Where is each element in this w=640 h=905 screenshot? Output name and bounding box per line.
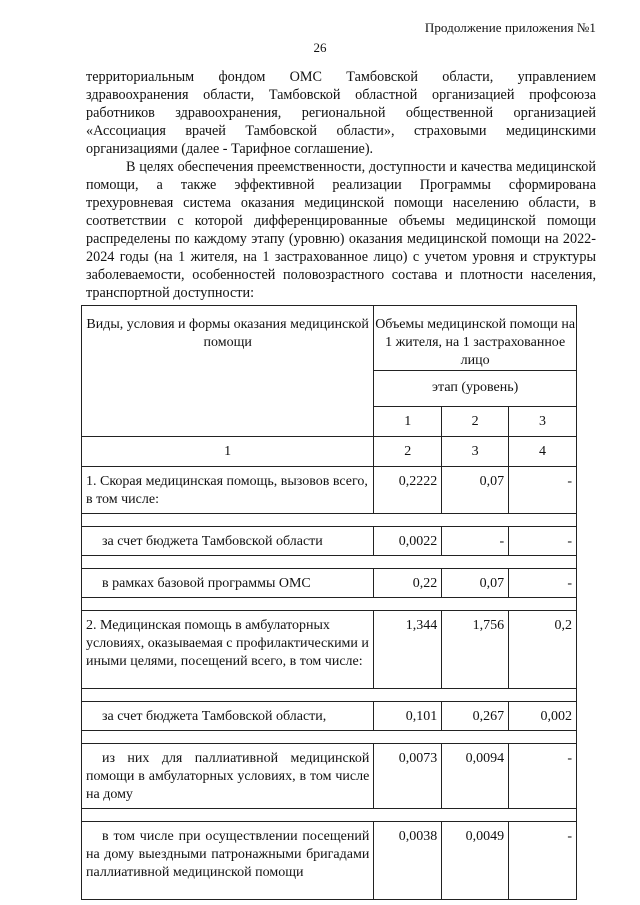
stage-number: 3 [509,407,577,437]
col1-header: Виды, условия и формы оказания медицинской помощи [82,306,374,437]
value-stage-2: 0,07 [442,569,509,598]
table-row [82,822,577,900]
value-stage-1: 0,22 [374,569,442,598]
value-stage-1: 0,0022 [374,527,442,556]
value-stage-2: 1,756 [442,611,509,689]
value-stage-3: 0,2 [509,611,577,689]
volumes-table [81,305,577,900]
stage-number: 1 [374,407,442,437]
column-number: 2 [374,437,442,467]
row-gap [82,556,577,569]
value-stage-2: - [442,527,509,556]
value-stage-1: 0,0073 [374,744,442,809]
value-stage-2: 0,267 [442,702,509,731]
value-stage-1: 0,0038 [374,822,442,900]
appendix-note: Продолжение приложения №1 [424,20,596,35]
table-row [82,527,577,556]
value-stage-2: 0,07 [442,467,509,514]
row-label: в рамках базовой программы ОМС [82,569,374,598]
paragraph-1: территориальным фондом ОМС Тамбовской области, управлением здравоохранения области, Тамбовской областной организацией профсоюза работников здравоохранения, региональной общественной организацией «Ассоциация врачей Тамбовской области», страховыми медицинскими организациями (далее - Тарифное соглашение). [86,69,596,157]
value-stage-1: 1,344 [374,611,442,689]
stage-header: этап (уровень) [374,371,577,407]
volumes-header: Объемы медицинской помощи на 1 жителя, на 1 застрахованное лицо [374,306,577,371]
row-label: за счет бюджета Тамбовской области, [82,702,374,731]
body-text [86,68,596,302]
value-stage-3: - [509,744,577,809]
column-number: 1 [82,437,374,467]
table-row [82,702,577,731]
row-gap [82,809,577,822]
column-number: 3 [442,437,509,467]
value-stage-3: 0,002 [509,702,577,731]
value-stage-2: 0,0094 [442,744,509,809]
table-row [82,467,577,514]
row-label: из них для паллиативной медицинской помощи в амбулаторных условиях, в том числе на дому [82,744,374,809]
paragraph-2: В целях обеспечения преемственности, доступности и качества медицинской помощи, а также эффективной реализации Программы сформирована трехуровневая система оказания медицинской помощи населению области, в соответствии с которой дифференцированные объемы медицинской помощи распределены по каждому этапу (уровню) оказания медицинской помощи на 2022-2024 годы (на 1 жителя, на 1 застрахованное лицо) с учетом уровня и структуры заболеваемости, особенностей половозрастного состава и плотности населения, транспортной доступности: [86,159,596,301]
table-row [82,611,577,689]
value-stage-1: 0,2222 [374,467,442,514]
value-stage-3: - [509,527,577,556]
row-gap [82,514,577,527]
row-label: 1. Скорая медицинская помощь, вызовов всего, в том числе: [82,467,374,514]
value-stage-1: 0,101 [374,702,442,731]
row-label: в том числе при осуществлении посещений на дому выездными патронажными бригадами паллиативной медицинской помощи [82,822,374,900]
row-gap [82,689,577,702]
column-number: 4 [509,437,577,467]
value-stage-2: 0,0049 [442,822,509,900]
page-number: 26 [313,40,327,55]
row-gap [82,598,577,611]
value-stage-3: - [509,467,577,514]
row-label: 2. Медицинская помощь в амбулаторных условиях, оказываемая с профилактическими и иными целями, посещений всего, в том числе: [82,611,374,689]
stage-number: 2 [442,407,509,437]
value-stage-3: - [509,569,577,598]
row-gap [82,731,577,744]
table-row [82,744,577,809]
value-stage-3: - [509,822,577,900]
row-label: за счет бюджета Тамбовской области [82,527,374,556]
table-row [82,569,577,598]
